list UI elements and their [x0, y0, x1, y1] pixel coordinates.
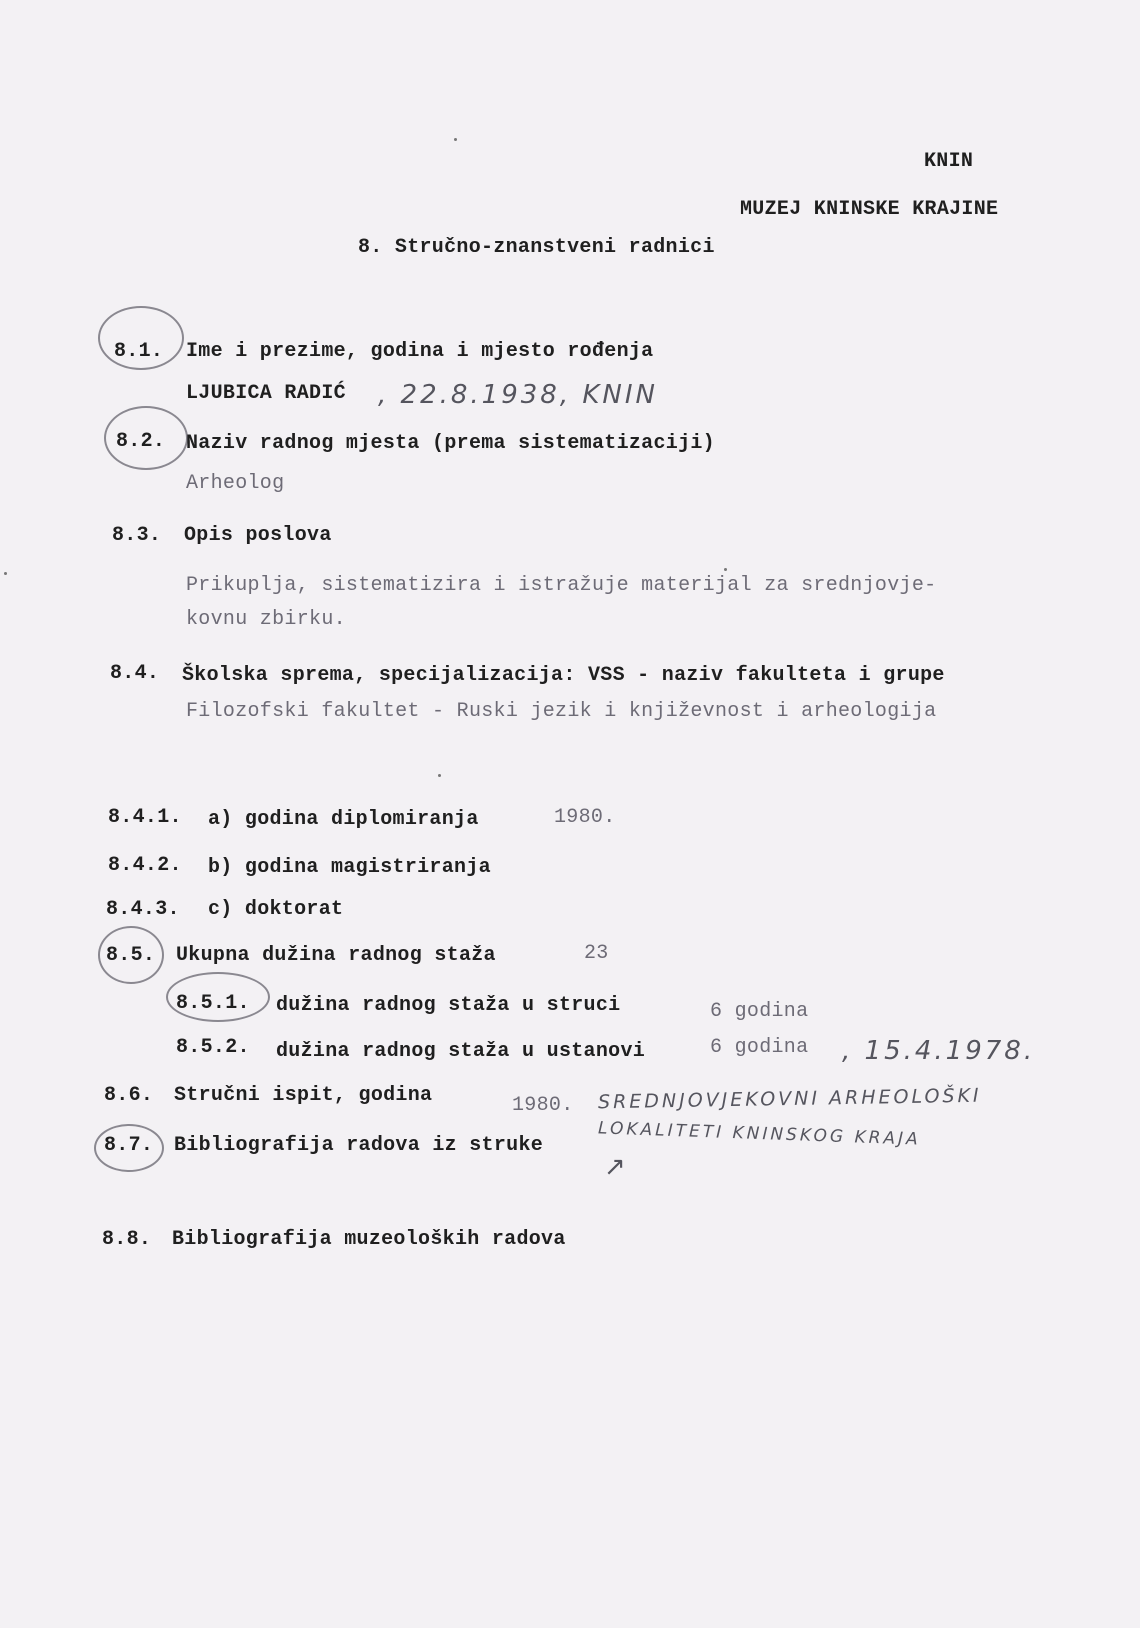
item-8-2-label: Naziv radnog mjesta (prema sistematizaciji): [186, 432, 715, 455]
item-8-7-handwritten: LOKALITETI KNINSKOG KRAJA: [597, 1118, 922, 1150]
item-8-1-value: LJUBICA RADIĆ: [186, 382, 346, 405]
item-8-5-1-value: 6 godina: [710, 1000, 809, 1023]
item-8-4-number: 8.4.: [110, 662, 160, 685]
item-8-8-label: Bibliografija muzeoloških radova: [172, 1228, 566, 1251]
item-8-4-1-label: a) godina diplomiranja: [208, 808, 479, 831]
item-8-4-2-number: 8.4.2.: [108, 854, 182, 877]
item-8-7-label: Bibliografija radova iz struke: [174, 1134, 544, 1157]
item-8-4-3-number: 8.4.3.: [106, 898, 180, 921]
item-8-8-number: 8.8.: [102, 1228, 152, 1251]
item-8-1-handwritten: , 22.8.1938, KNIN: [378, 380, 658, 410]
item-8-6-value: 1980.: [512, 1094, 574, 1117]
arrow-icon: ↗: [604, 1152, 626, 1182]
item-8-4-value: Filozofski fakultet - Ruski jezik i književnost i arheologija: [186, 700, 937, 723]
item-8-5-1-label: dužina radnog staža u struci: [276, 994, 621, 1017]
item-8-3-number: 8.3.: [112, 524, 162, 547]
item-8-2-value: Arheolog: [186, 472, 285, 495]
item-8-5-number: 8.5.: [106, 944, 156, 967]
item-8-1-label: Ime i prezime, godina i mjesto rođenja: [186, 340, 654, 363]
item-8-5-2-handwritten: , 15.4.1978.: [842, 1036, 1036, 1066]
item-8-5-label: Ukupna dužina radnog staža: [176, 944, 496, 967]
header-institution: MUZEJ KNINSKE KRAJINE: [740, 198, 999, 221]
section-title: 8. Stručno-znanstveni radnici: [358, 236, 715, 259]
item-8-3-label: Opis poslova: [184, 524, 332, 547]
item-8-4-1-value: 1980.: [554, 806, 616, 829]
item-8-4-label: Školska sprema, specijalizacija: VSS - naziv fakulteta i grupe: [182, 664, 945, 687]
item-8-5-1-number: 8.5.1.: [176, 992, 250, 1015]
item-8-5-2-number: 8.5.2.: [176, 1036, 250, 1059]
paper-speck: [724, 568, 727, 571]
item-8-5-value: 23: [584, 942, 609, 965]
item-8-6-label: Stručni ispit, godina: [174, 1084, 433, 1107]
item-8-1-number: 8.1.: [114, 340, 164, 363]
item-8-4-2-label: b) godina magistriranja: [208, 856, 491, 879]
paper-speck: [4, 572, 7, 575]
item-8-6-handwritten: SREDNJOVJEKOVNI ARHEOLOŠKI: [597, 1084, 982, 1114]
item-8-6-number: 8.6.: [104, 1084, 154, 1107]
header-city: KNIN: [924, 150, 974, 173]
item-8-7-number: 8.7.: [104, 1134, 154, 1157]
paper-speck: [454, 138, 457, 141]
item-8-3-value-line2: kovnu zbirku.: [186, 608, 346, 631]
item-8-4-3-label: c) doktorat: [208, 898, 344, 921]
item-8-5-2-value: 6 godina: [710, 1036, 809, 1059]
item-8-3-value-line1: Prikuplja, sistematizira i istražuje materijal za srednjovje-: [186, 574, 937, 597]
item-8-2-number: 8.2.: [116, 430, 166, 453]
paper-speck: [438, 774, 441, 777]
item-8-4-1-number: 8.4.1.: [108, 806, 182, 829]
item-8-5-2-label: dužina radnog staža u ustanovi: [276, 1040, 646, 1063]
